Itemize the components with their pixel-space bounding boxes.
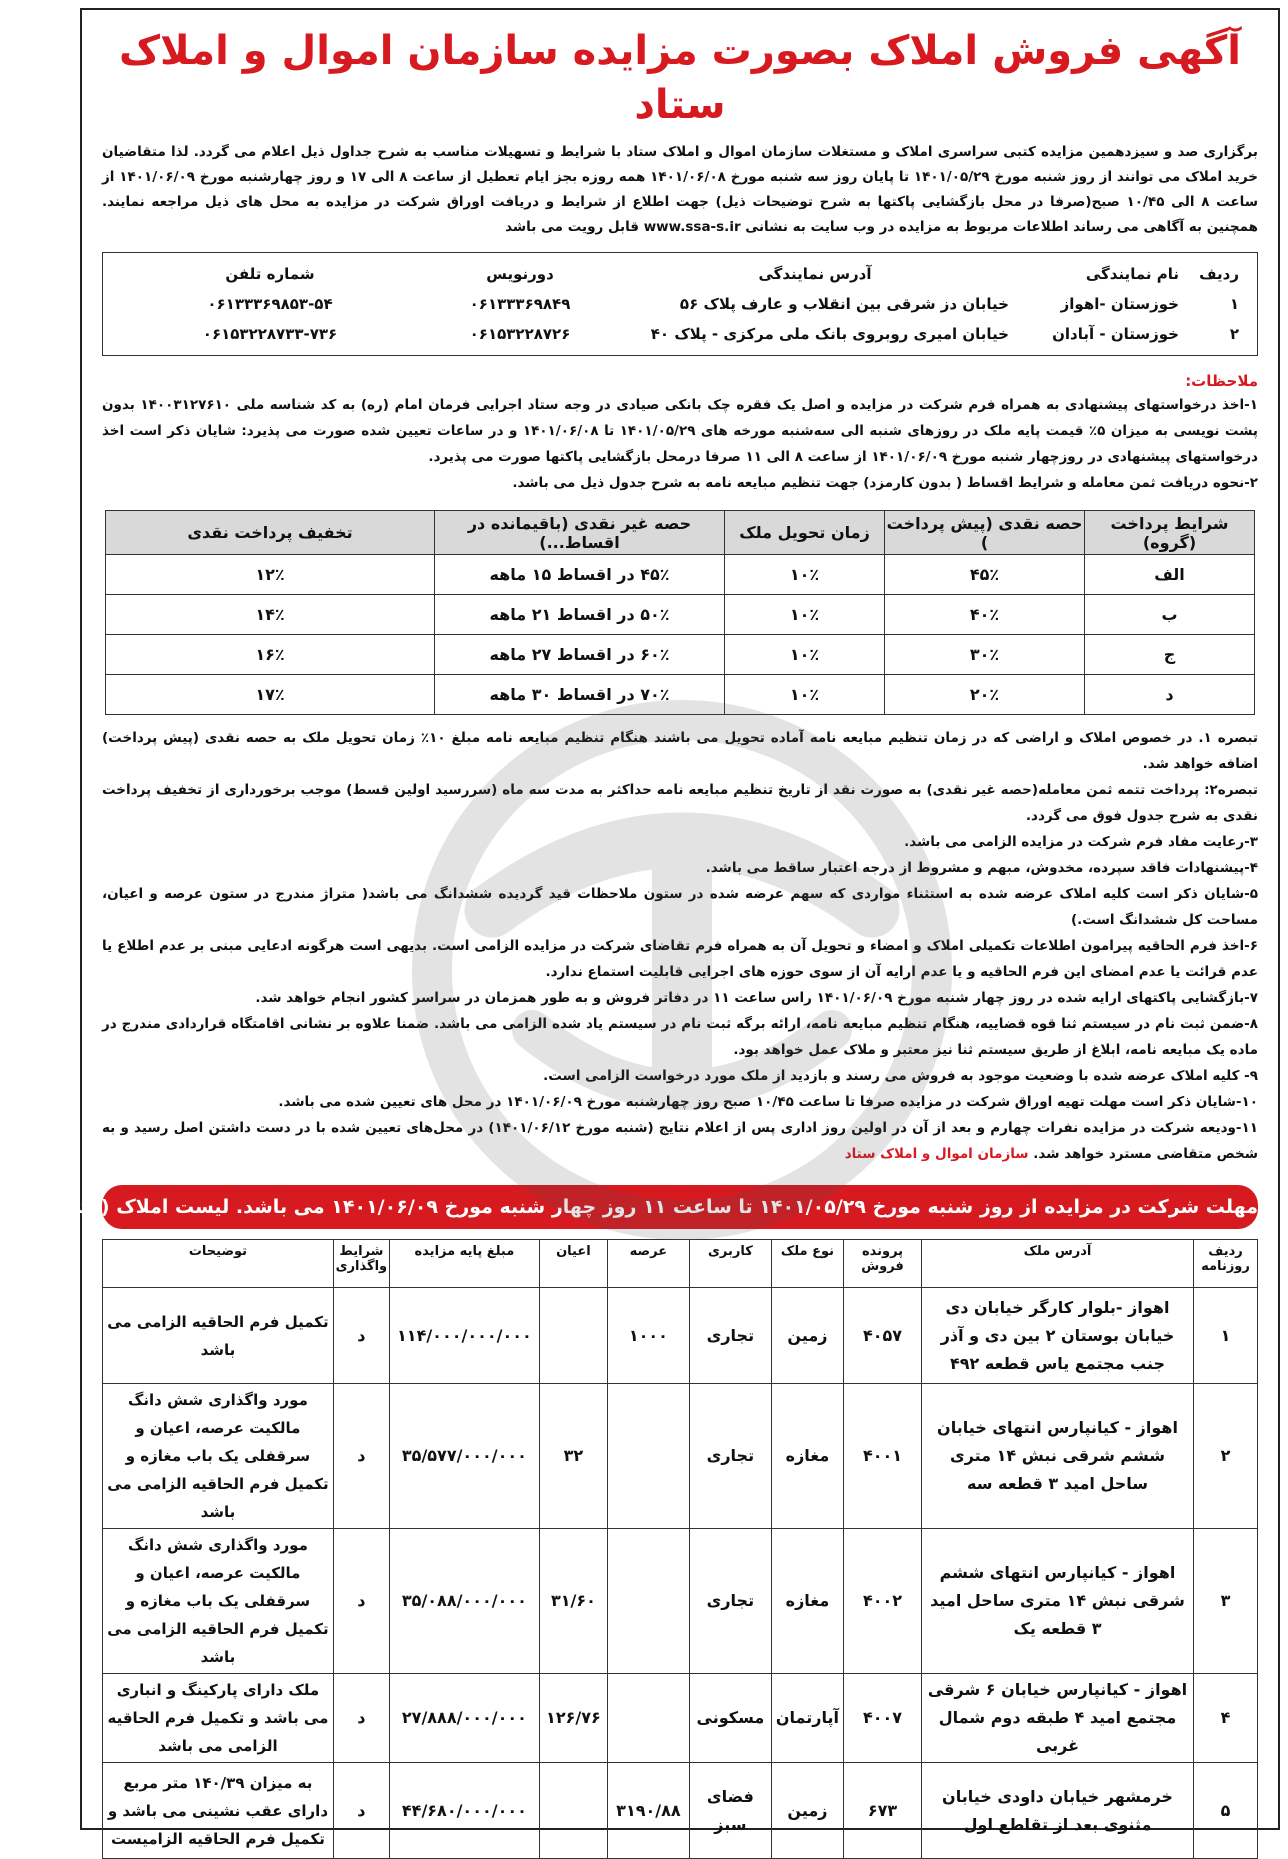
note-1: ۱-اخذ درخواستهای پیشنهادی به همراه فرم شرکت در مزایده و اصل یک فقره چک بانکی صیادی در وجه ستاد اجرایی فرمان امام (ره) به کد شناسه ملی ۱۴۰۰۳۱۲۷۶۱۰ بدون پشت نویسی به میزان ۵٪ قیمت پایه ملک در روزهای شنبه الی سه‌شنبه مورخه های ۱۴۰۱/۰۵/۲۹ تا ۱۴۰۱/۰۶/۰۸ و در ساعات تعیین شده صورت می پذیرد: شایان ذکر است اخذ درخواستهای پیشنهادی در روزچهار شنبه مورخ ۱۴۰۱/۰۶/۰۹ از ساعت ۸ الی ۱۱ صرفا درمحل بازگشایی پاکتها صورت می پذیرد. xyxy=(102,397,1259,465)
prop-file: ۶۷۳ xyxy=(844,1763,922,1859)
prop-row-number: ۳ xyxy=(1194,1529,1258,1674)
prop-type: زمین xyxy=(771,1763,843,1859)
representatives-table xyxy=(115,259,1245,349)
properties-table xyxy=(102,1239,1258,1859)
paragraph-item-11 xyxy=(102,1115,1258,1167)
paragraph-item-6: ۶-اخذ فرم الحاقیه پیرامون اطلاعات تکمیلی املاک و امضاء و تحویل آن به همراه فرم تقاضای شرکت در مزایده الزامی است. بدیهی است هرگونه ادعایی مبنی بر عدم اطلاع یا عدم قرائت یا عدم امضای این فرم الحاقیه و یا عدم ارایه آن از سوی حوزه های اجرایی قابلیت استماع ندارد. xyxy=(102,938,1258,980)
paragraph-item-8: ۸-ضمن ثبت نام در سیستم ثنا قوه قضاییه، هنگام تنظیم مبایعه نامه، ارائه برگه ثبت نام در سیستم یاد شده الزامی می باشد. ضمنا علاوه بر نشانی اقامتگاه قراردادی مندرج در ماده یک مبایعه نامه، ابلاغ از طریق سیستم ثنا نیز معتبر و ملاک عمل خواهد بود. xyxy=(102,1016,1258,1058)
reps-header-phone: شماره تلفن xyxy=(225,265,315,283)
table-row xyxy=(115,289,1245,319)
payment-installments: ۷۰٪ در اقساط ۳۰ ماهه xyxy=(435,675,725,715)
payment-group: الف xyxy=(1085,555,1255,595)
prop-header-usage: کاربری xyxy=(689,1240,771,1288)
prop-header-terms: شرایط واگذاری xyxy=(333,1240,389,1288)
prop-header-type: نوع ملک xyxy=(771,1240,843,1288)
prop-building-area: ۳۲ xyxy=(539,1384,607,1529)
prop-row-number: ۱ xyxy=(1194,1288,1258,1384)
table-row xyxy=(115,319,1245,349)
prop-header-land-area: عرصه xyxy=(607,1240,689,1288)
prop-land-area xyxy=(607,1529,689,1674)
paragraph-item-7: ۷-بازگشایی پاکتهای ارایه شده در روز چهار شنبه مورخ ۱۴۰۱/۰۶/۰۹ راس ساعت ۱۱ در دفاتر فروش و به طور همزمان در سراسر کشور انجام خواهد شد. xyxy=(255,990,1258,1006)
prop-type: زمین xyxy=(771,1288,843,1384)
paragraph-item-5: ۵-شایان ذکر است کلیه املاک عرضه شده به استثناء مواردی که سهم عرضه شده در ستون ملاحظات قید گردیده ششدانگ می باشد( متراژ مندرج در ستون عرصه و اعیان، مساحت کل ششدانگ است.) xyxy=(102,886,1258,928)
reps-header-address: آدرس نمایندگی xyxy=(758,265,872,283)
payment-header-installments: حصه غیر نقدی (باقیمانده در اقساط...) xyxy=(435,511,725,555)
advertisement-page xyxy=(0,8,1280,1848)
prop-terms: د xyxy=(333,1529,389,1674)
paragraph-note-1: تبصره ۱. در خصوص املاک و اراضی که در زمان تنظیم مبایعه نامه آماده تحویل می باشند هنگام تنظیم مبایعه نامه مبلغ ۱۰٪ زمان تحویل ملک به حصه نقدی (پیش پرداخت) اضافه خواهد شد. xyxy=(102,730,1258,772)
prop-terms: د xyxy=(333,1674,389,1763)
payment-header-delivery: زمان تحویل ملک xyxy=(725,511,885,555)
page-title: آگهی فروش املاک بصورت مزایده سازمان اموال و املاک ستاد xyxy=(119,28,1241,128)
prop-type: مغازه xyxy=(771,1384,843,1529)
prop-header-address: آدرس ملک xyxy=(922,1240,1194,1288)
prop-header-row-number: ردیف روزنامه xyxy=(1194,1240,1258,1288)
payment-delivery: ۱۰٪ xyxy=(725,595,885,635)
prop-file: ۴۰۰۷ xyxy=(844,1674,922,1763)
payment-header-group: شرایط پرداخت (گروه) xyxy=(1085,511,1255,555)
prop-header-base-price: مبلغ پایه مزایده xyxy=(389,1240,539,1288)
payment-group: ب xyxy=(1085,595,1255,635)
prop-description: ملک دارای پارکینگ و انباری می باشد و تکمیل فرم الحاقیه الزامی می باشد xyxy=(103,1674,334,1763)
table-row xyxy=(103,1288,1258,1384)
table-row xyxy=(103,1763,1258,1859)
prop-usage: تجاری xyxy=(689,1384,771,1529)
prop-type: مغازه xyxy=(771,1529,843,1674)
representatives-box xyxy=(102,252,1258,356)
prop-terms: د xyxy=(333,1763,389,1859)
prop-type: آپارتمان xyxy=(771,1674,843,1763)
representatives-header-row xyxy=(115,259,1245,289)
payment-terms-table xyxy=(105,510,1255,715)
prop-base-price: ۳۵/۰۸۸/۰۰۰/۰۰۰ xyxy=(389,1529,539,1674)
prop-building-area xyxy=(539,1288,607,1384)
prop-base-price: ۱۱۴/۰۰۰/۰۰۰/۰۰۰ xyxy=(389,1288,539,1384)
reps-fax: ۰۶۱۳۳۳۶۹۸۴۹ xyxy=(469,295,571,313)
prop-header-building-area: اعیان xyxy=(539,1240,607,1288)
prop-description: به میزان ۱۴۰/۳۹ متر مربع دارای عقب نشینی می باشد و تکمیل فرم الحاقیه الزامیست xyxy=(103,1763,334,1859)
reps-phone: ۰۶۱۳۳۳۶۹۸۵۳-۵۴ xyxy=(207,295,333,313)
paragraph-note-2: تبصره۲: پرداخت تتمه ثمن معامله(حصه غیر نقدی) به صورت نقد از تاریخ تنظیم مبایعه نامه حداکثر به مدت سه ماه (سررسید اولین قسط) موجب برخورداری از تخفیف پرداخت نقدی به شرح جدول فوق می گردد. xyxy=(102,782,1258,824)
note-2: ۲-نحوه دریافت ثمن معامله و شرایط اقساط ( بدون کارمزد) جهت تنظیم مبایعه نامه به شرح جدول ذیل می باشد. xyxy=(512,475,1258,491)
payment-discount: ۱۴٪ xyxy=(106,595,435,635)
prop-usage: تجاری xyxy=(689,1288,771,1384)
payment-installments: ۵۰٪ در اقساط ۲۱ ماهه xyxy=(435,595,725,635)
prop-base-price: ۴۴/۶۸۰/۰۰۰/۰۰۰ xyxy=(389,1763,539,1859)
prop-file: ۴۰۵۷ xyxy=(844,1288,922,1384)
payment-group: د xyxy=(1085,675,1255,715)
notes-title: ملاحظات: xyxy=(1185,372,1258,390)
reps-header-name: نام نمایندگی xyxy=(1085,265,1179,283)
prop-land-area: ۱۰۰۰ xyxy=(607,1288,689,1384)
payment-cash: ۴۵٪ xyxy=(885,555,1085,595)
payment-installments: ۴۵٪ در اقساط ۱۵ ماهه xyxy=(435,555,725,595)
prop-description: مورد واگذاری شش دانگ مالکیت عرصه، اعیان و سرقفلی یک باب مغازه و تکمیل فرم الحاقیه الزامی می باشد xyxy=(103,1529,334,1674)
paragraph-item-4: ۴-پیشنهادات فاقد سپرده، مخدوش، مبهم و مشروط از درجه اعتبار ساقط می باشد. xyxy=(705,860,1258,876)
table-row xyxy=(106,555,1255,595)
payment-delivery: ۱۰٪ xyxy=(725,675,885,715)
payment-installments: ۶۰٪ در اقساط ۲۷ ماهه xyxy=(435,635,725,675)
deadline-banner: مهلت شرکت در مزایده از روز شنبه مورخ ۱۴۰۱/۰۵/۲۹ تا ساعت ۱۱ روز چهار شنبه مورخ ۱۴۰۱/۰۶/۰۹ می باشد. لیست املاک (بشرح ذیل) xyxy=(102,1185,1258,1229)
payment-header-cash: حصه نقدی (پیش پرداخت ) xyxy=(885,511,1085,555)
paragraph-item-11-text: ۱۱-ودیعه شرکت در مزایده نفرات چهارم و بعد از آن در اولین روز اداری پس از اعلام نتایج (شنبه مورخ ۱۴۰۱/۰۶/۱۲) در محل‌های تعیین شده با در دست داشتن اصل رسید و به شخص متقاضی مسترد خواهد شد. xyxy=(102,1120,1258,1162)
payment-discount: ۱۷٪ xyxy=(106,675,435,715)
prop-base-price: ۲۷/۸۸۸/۰۰۰/۰۰۰ xyxy=(389,1674,539,1763)
payment-delivery: ۱۰٪ xyxy=(725,635,885,675)
prop-usage: مسکونی xyxy=(689,1674,771,1763)
intro-paragraph: برگزاری صد و سیزدهمین مزایده کتبی سراسری املاک و مستغلات سازمان اموال و املاک ستاد با شرایط و تسهیلات مناسب به شرح جداول ذیل اعلام می گردد. لذا متقاضیان خرید املاک می توانند از روز شنبه مورخ ۱۴۰۱/۰۵/۲۹ تا پایان روز سه شنبه مورخ ۱۴۰۱/۰۶/۰۸ همه روزه بجز ایام تعطیل از ساعت ۸ الی ۱۷ و روز چهارشنبه مورخ ۱۴۰۱/۰۶/۰۹ از ساعت ۸ الی ۱۰/۴۵ صبح(صرفا در محل بازگشایی پاکتها به شرح توضیحات ذیل) جهت اطلاع از شرایط و دریافت اوراق شرکت در مزایده به محل های ذیل مراجعه نمایند. همچنین به آگاهی می رساند اطلاعات مربوط به مزایده در وب سایت به نشانی www.ssa-s.ir قابل رویت می باشد xyxy=(102,144,1258,235)
prop-address: اهواز -بلوار کارگر خیابان دی خیابان بوستان ۲ بین دی و آذر جنب مجتمع یاس قطعه ۴۹۲ xyxy=(922,1288,1194,1384)
payment-header-discount: تخفیف پرداخت نقدی xyxy=(106,511,435,555)
reps-row-number: ۱ xyxy=(1229,295,1239,313)
prop-row-number: ۴ xyxy=(1194,1674,1258,1763)
prop-land-area xyxy=(607,1674,689,1763)
prop-base-price: ۳۵/۵۷۷/۰۰۰/۰۰۰ xyxy=(389,1384,539,1529)
paragraph-item-3: ۳-رعایت مفاد فرم شرکت در مزایده الزامی می باشد. xyxy=(904,834,1258,850)
payment-cash: ۳۰٪ xyxy=(885,635,1085,675)
reps-header-fax: دورنویس xyxy=(486,265,554,283)
reps-fax: ۰۶۱۵۳۲۲۸۷۲۶ xyxy=(469,325,571,343)
paragraph-item-9: ۹- کلیه املاک عرضه شده با وضعیت موجود به فروش می رسند و بازدید از ملک مورد درخواست الزامی است. xyxy=(543,1068,1258,1084)
prop-land-area xyxy=(607,1384,689,1529)
reps-name: خوزستان -اهواز xyxy=(1060,295,1179,313)
payment-cash: ۲۰٪ xyxy=(885,675,1085,715)
payment-discount: ۱۲٪ xyxy=(106,555,435,595)
reps-row-number: ۲ xyxy=(1229,325,1239,343)
prop-row-number: ۵ xyxy=(1194,1763,1258,1859)
prop-building-area: ۳۱/۶۰ xyxy=(539,1529,607,1674)
prop-building-area xyxy=(539,1763,607,1859)
prop-description: مورد واگذاری شش دانگ مالکیت عرصه، اعیان و سرقفلی یک باب مغازه و تکمیل فرم الحاقیه الزامی می باشد xyxy=(103,1384,334,1529)
prop-terms: د xyxy=(333,1384,389,1529)
prop-terms: د xyxy=(333,1288,389,1384)
prop-address: اهواز - کیانپارس انتهای خیابان ششم شرقی نبش ۱۴ متری ساحل امید ۳ قطعه سه xyxy=(922,1384,1194,1529)
payment-cash: ۴۰٪ xyxy=(885,595,1085,635)
prop-row-number: ۲ xyxy=(1194,1384,1258,1529)
payment-delivery: ۱۰٪ xyxy=(725,555,885,595)
prop-header-description: توضیحات xyxy=(103,1240,334,1288)
table-row xyxy=(106,675,1255,715)
reps-header-row-number: ردیف xyxy=(1199,265,1239,283)
reps-name: خوزستان - آبادان xyxy=(1052,325,1179,343)
table-row xyxy=(103,1674,1258,1763)
prop-address: خرمشهر خیابان داودی خیابان مثنوی بعد از تقاطع اول xyxy=(922,1763,1194,1859)
table-row xyxy=(103,1529,1258,1674)
table-row xyxy=(106,595,1255,635)
prop-description: تکمیل فرم الحاقیه الزامی می باشد xyxy=(103,1288,334,1384)
payment-discount: ۱۶٪ xyxy=(106,635,435,675)
table-row xyxy=(106,635,1255,675)
reps-address: خیابان امیری روبروی بانک ملی مرکزی - پلاک ۴۰ xyxy=(650,325,1009,343)
prop-address: اهواز - کیانپارس انتهای ششم شرقی نبش ۱۴ متری ساحل امید ۳ قطعه یک xyxy=(922,1529,1194,1674)
reps-phone: ۰۶۱۵۳۲۲۸۷۳۳-۷۳۶ xyxy=(202,325,338,343)
paragraph-item-10: ۱۰-شایان ذکر است مهلت تهیه اوراق شرکت در مزایده صرفا تا ساعت ۱۰/۴۵ صبح روز چهارشنبه مورخ ۱۴۰۱/۰۶/۰۹ در محل های تعیین شده می باشد. xyxy=(278,1094,1258,1110)
prop-usage: تجاری xyxy=(689,1529,771,1674)
table-row xyxy=(103,1384,1258,1529)
prop-usage: فضای سبز xyxy=(689,1763,771,1859)
payment-group: ج xyxy=(1085,635,1255,675)
prop-address: اهواز - کیانپارس خیابان ۶ شرقی مجتمع امید ۴ طبقه دوم شمال غربی xyxy=(922,1674,1194,1763)
prop-file: ۴۰۰۱ xyxy=(844,1384,922,1529)
reps-address: خیابان دز شرقی بین انقلاب و عارف پلاک ۵۶ xyxy=(679,295,1009,313)
prop-file: ۴۰۰۲ xyxy=(844,1529,922,1674)
prop-header-file: پرونده فروش xyxy=(844,1240,922,1288)
payment-header-row xyxy=(106,511,1255,555)
properties-header-row xyxy=(103,1240,1258,1288)
signature: سازمان اموال و املاک ستاد xyxy=(844,1146,1029,1162)
prop-building-area: ۱۲۶/۷۶ xyxy=(539,1674,607,1763)
prop-land-area: ۳۱۹۰/۸۸ xyxy=(607,1763,689,1859)
